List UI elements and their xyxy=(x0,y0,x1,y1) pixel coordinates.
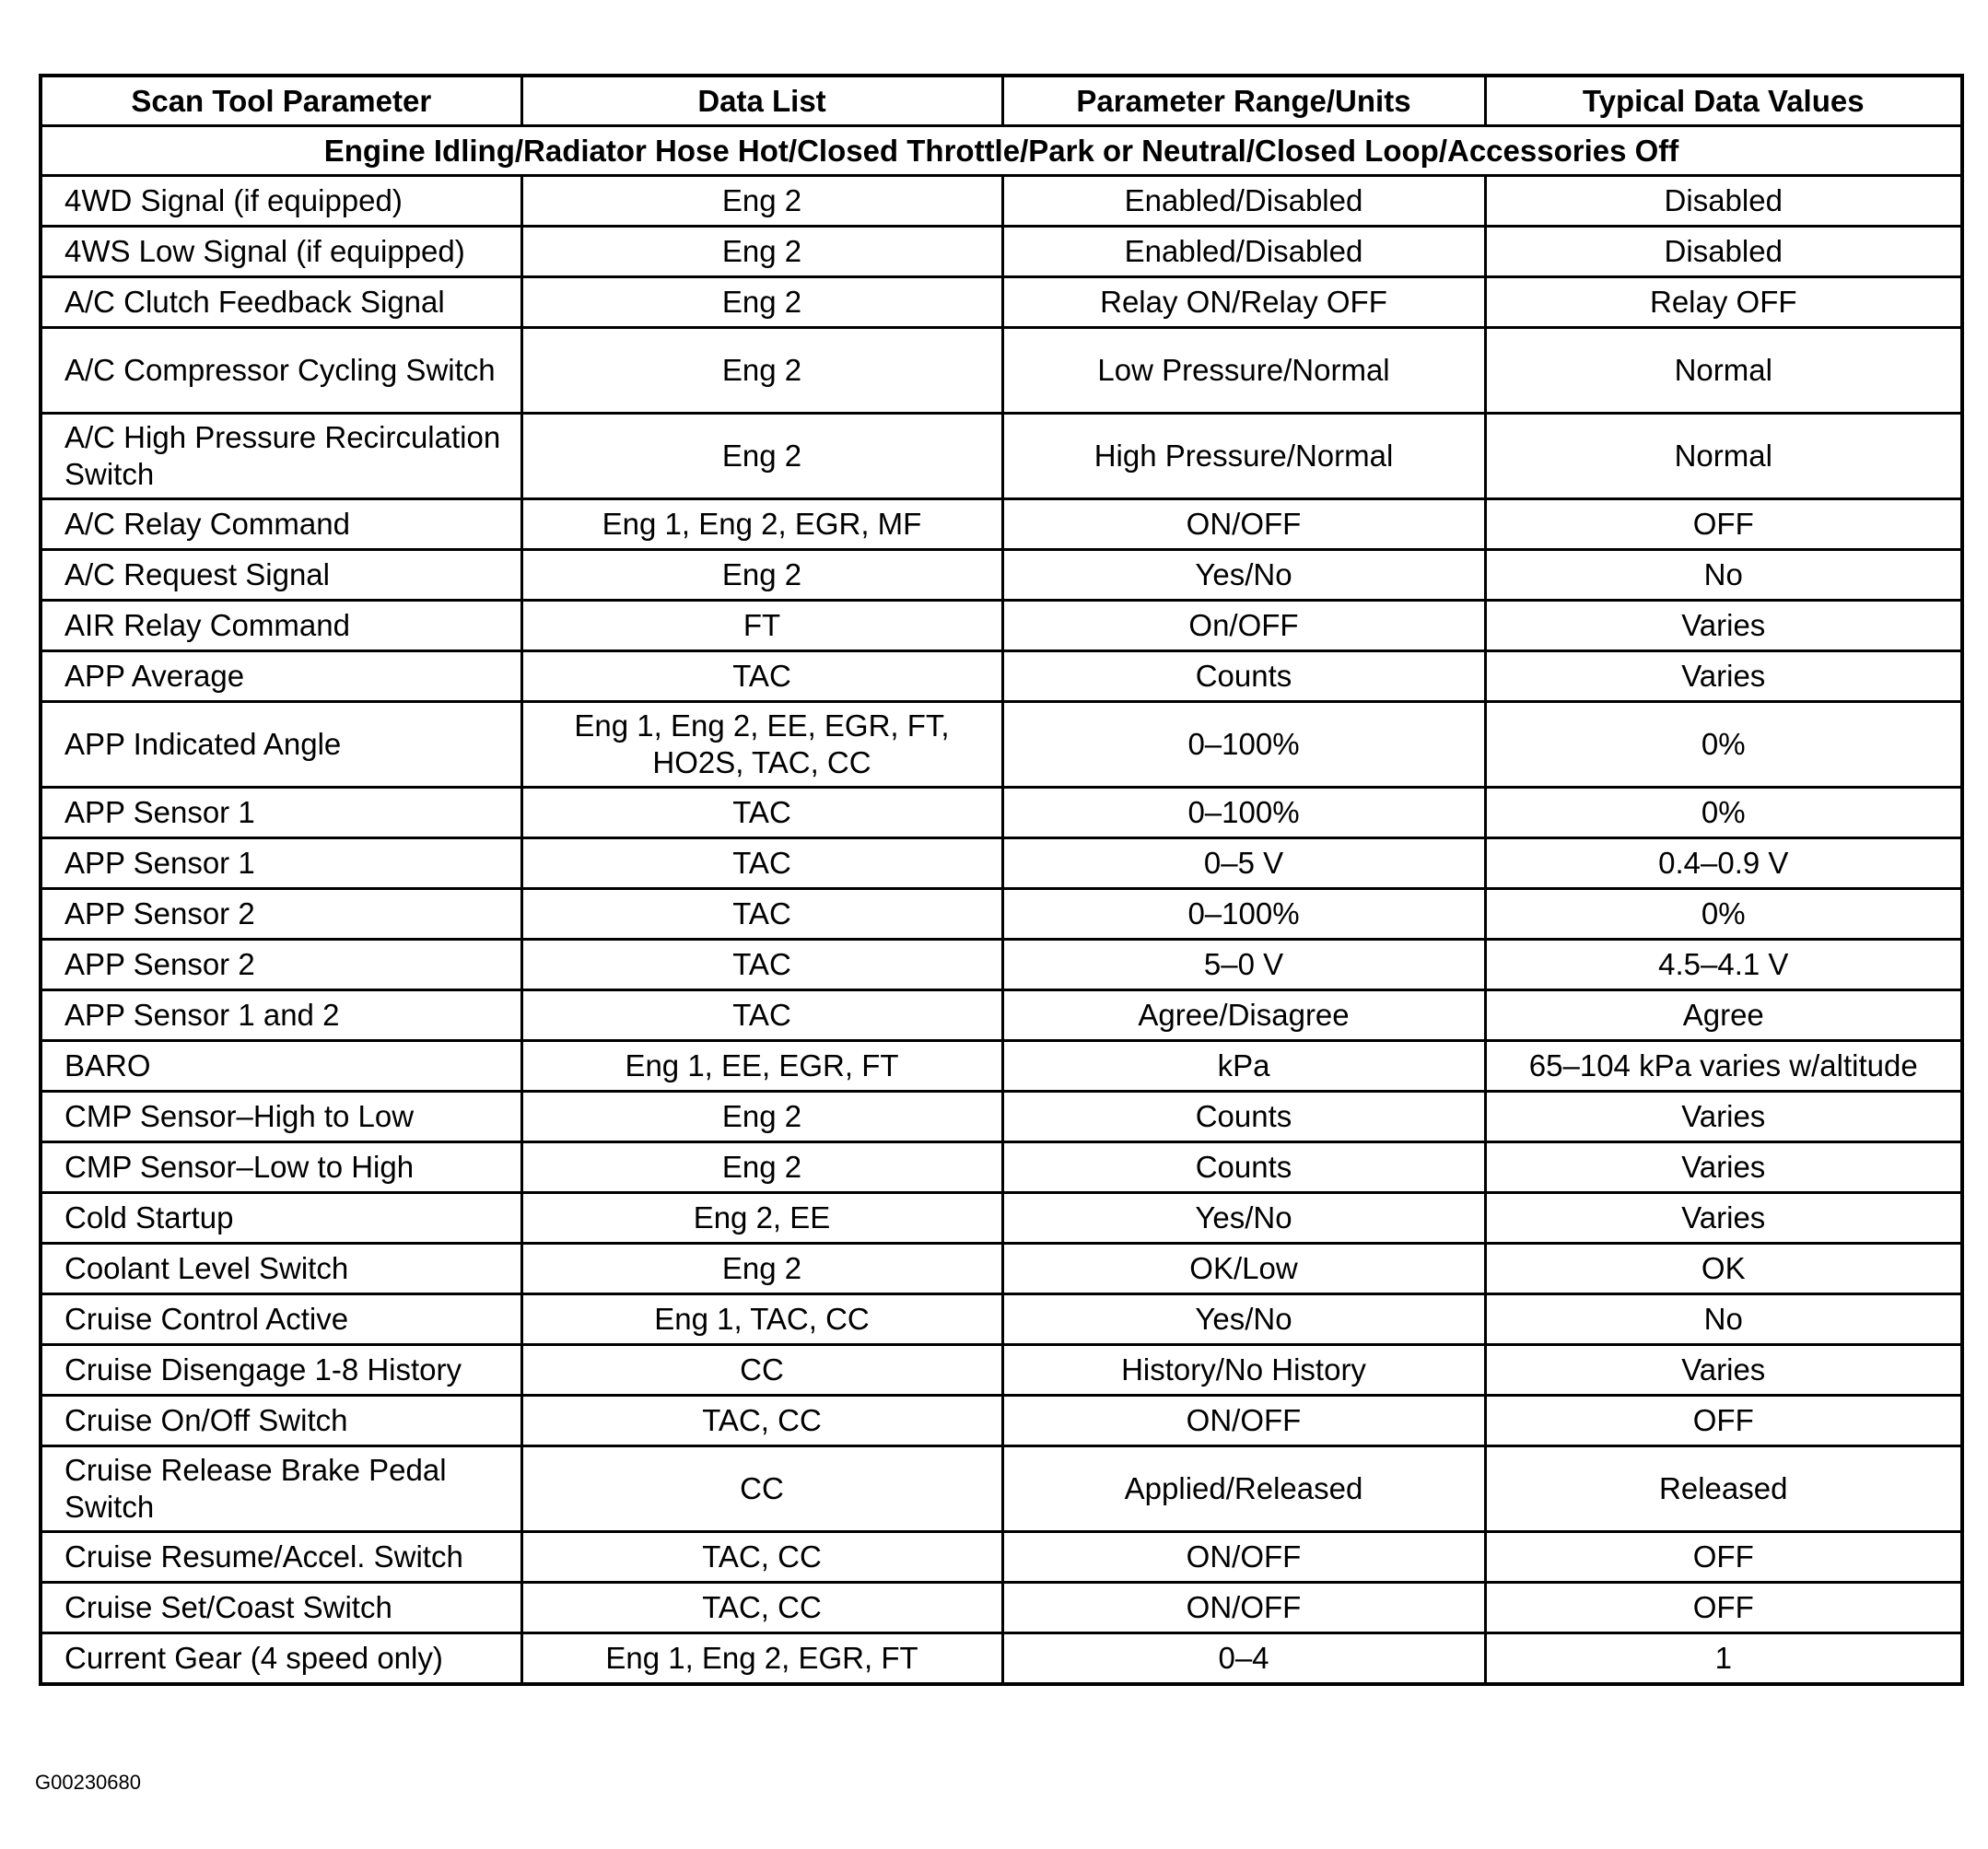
cell-parameter: Cruise Release Brake Pedal Switch xyxy=(41,1446,521,1532)
cell-data-list: Eng 2 xyxy=(521,1244,1002,1294)
cell-data-list: Eng 2, EE xyxy=(521,1193,1002,1244)
table-row xyxy=(41,1345,1962,1396)
cell-data-list: TAC, CC xyxy=(521,1532,1002,1583)
cell-typical: 1 xyxy=(1485,1633,1962,1685)
cell-data-list: Eng 1, Eng 2, EE, EGR, FT, HO2S, TAC, CC xyxy=(521,702,1002,788)
cell-data-list: Eng 1, Eng 2, EGR, FT xyxy=(521,1633,1002,1685)
cell-typical: OFF xyxy=(1485,1396,1962,1446)
condition-row xyxy=(41,126,1962,176)
table-row xyxy=(41,499,1962,550)
figure-id: G00230680 xyxy=(35,1771,141,1794)
cell-range: ON/OFF xyxy=(1002,1583,1485,1633)
table-row xyxy=(41,940,1962,990)
table-row xyxy=(41,1583,1962,1633)
cell-parameter: Cold Startup xyxy=(41,1193,521,1244)
cell-parameter: APP Sensor 1 xyxy=(41,838,521,889)
cell-range: High Pressure/Normal xyxy=(1002,414,1485,499)
cell-data-list: Eng 2 xyxy=(521,277,1002,328)
table-row xyxy=(41,176,1962,227)
cell-data-list: Eng 2 xyxy=(521,328,1002,414)
cell-range: Low Pressure/Normal xyxy=(1002,328,1485,414)
cell-typical: Varies xyxy=(1485,1193,1962,1244)
table-row xyxy=(41,227,1962,277)
cell-data-list: Eng 2 xyxy=(521,227,1002,277)
cell-range: 0–5 V xyxy=(1002,838,1485,889)
table-row xyxy=(41,1041,1962,1092)
cell-range: Enabled/Disabled xyxy=(1002,176,1485,227)
cell-data-list: Eng 1, Eng 2, EGR, MF xyxy=(521,499,1002,550)
cell-range: 0–100% xyxy=(1002,788,1485,838)
cell-data-list: TAC xyxy=(521,788,1002,838)
cell-parameter: 4WD Signal (if equipped) xyxy=(41,176,521,227)
table-row xyxy=(41,328,1962,414)
cell-range: ON/OFF xyxy=(1002,1396,1485,1446)
cell-data-list: Eng 1, TAC, CC xyxy=(521,1294,1002,1345)
cell-data-list: Eng 2 xyxy=(521,176,1002,227)
cell-parameter: APP Sensor 2 xyxy=(41,889,521,940)
cell-typical: No xyxy=(1485,1294,1962,1345)
cell-parameter: Cruise Disengage 1-8 History xyxy=(41,1345,521,1396)
cell-parameter: A/C Request Signal xyxy=(41,550,521,601)
cell-typical: Relay OFF xyxy=(1485,277,1962,328)
table-row xyxy=(41,1446,1962,1532)
cell-parameter: A/C Compressor Cycling Switch xyxy=(41,328,521,414)
cell-typical: Varies xyxy=(1485,1345,1962,1396)
cell-range: Applied/Released xyxy=(1002,1446,1485,1532)
cell-data-list: FT xyxy=(521,601,1002,651)
cell-range: Counts xyxy=(1002,1092,1485,1142)
cell-parameter: APP Sensor 2 xyxy=(41,940,521,990)
cell-range: Relay ON/Relay OFF xyxy=(1002,277,1485,328)
table-row xyxy=(41,651,1962,702)
cell-parameter: CMP Sensor–Low to High xyxy=(41,1142,521,1193)
cell-typical: 0% xyxy=(1485,889,1962,940)
cell-range: ON/OFF xyxy=(1002,499,1485,550)
cell-range: kPa xyxy=(1002,1041,1485,1092)
cell-data-list: Eng 2 xyxy=(521,1092,1002,1142)
table-row xyxy=(41,414,1962,499)
cell-typical: 65–104 kPa varies w/altitude xyxy=(1485,1041,1962,1092)
table-row xyxy=(41,990,1962,1041)
scan-tool-data-table xyxy=(39,74,1964,1686)
table-row xyxy=(41,1396,1962,1446)
cell-data-list: TAC xyxy=(521,990,1002,1041)
cell-parameter: APP Sensor 1 and 2 xyxy=(41,990,521,1041)
cell-parameter: A/C High Pressure Recirculation Switch xyxy=(41,414,521,499)
header-scan-tool-parameter: Scan Tool Parameter xyxy=(41,76,521,126)
cell-typical: OFF xyxy=(1485,1532,1962,1583)
header-row xyxy=(41,76,1962,126)
cell-parameter: A/C Relay Command xyxy=(41,499,521,550)
cell-parameter: APP Sensor 1 xyxy=(41,788,521,838)
test-condition: Engine Idling/Radiator Hose Hot/Closed Throttle/Park or Neutral/Closed Loop/Accessories Off xyxy=(41,126,1962,176)
header-data-list: Data List xyxy=(521,76,1002,126)
cell-typical: Varies xyxy=(1485,1092,1962,1142)
cell-typical: 0% xyxy=(1485,702,1962,788)
cell-range: History/No History xyxy=(1002,1345,1485,1396)
cell-data-list: TAC xyxy=(521,889,1002,940)
table-row xyxy=(41,1294,1962,1345)
cell-data-list: CC xyxy=(521,1345,1002,1396)
cell-parameter: Coolant Level Switch xyxy=(41,1244,521,1294)
table-row xyxy=(41,889,1962,940)
cell-data-list: TAC xyxy=(521,838,1002,889)
cell-parameter: Cruise Control Active xyxy=(41,1294,521,1345)
cell-data-list: TAC xyxy=(521,651,1002,702)
cell-parameter: CMP Sensor–High to Low xyxy=(41,1092,521,1142)
cell-range: Yes/No xyxy=(1002,1193,1485,1244)
cell-parameter: 4WS Low Signal (if equipped) xyxy=(41,227,521,277)
cell-parameter: Cruise Set/Coast Switch xyxy=(41,1583,521,1633)
cell-data-list: CC xyxy=(521,1446,1002,1532)
cell-typical: 0% xyxy=(1485,788,1962,838)
cell-typical: 4.5–4.1 V xyxy=(1485,940,1962,990)
header-parameter-range-units: Parameter Range/Units xyxy=(1002,76,1485,126)
cell-range: Enabled/Disabled xyxy=(1002,227,1485,277)
cell-parameter: APP Average xyxy=(41,651,521,702)
table-row xyxy=(41,1532,1962,1583)
cell-typical: Normal xyxy=(1485,414,1962,499)
table-row xyxy=(41,601,1962,651)
cell-range: 0–4 xyxy=(1002,1633,1485,1685)
cell-range: 5–0 V xyxy=(1002,940,1485,990)
cell-data-list: TAC, CC xyxy=(521,1583,1002,1633)
cell-typical: Disabled xyxy=(1485,176,1962,227)
cell-range: 0–100% xyxy=(1002,889,1485,940)
cell-parameter: AIR Relay Command xyxy=(41,601,521,651)
cell-range: Yes/No xyxy=(1002,1294,1485,1345)
table-row xyxy=(41,1633,1962,1685)
cell-range: Counts xyxy=(1002,651,1485,702)
header-typical-data-values: Typical Data Values xyxy=(1485,76,1962,126)
cell-data-list: Eng 2 xyxy=(521,414,1002,499)
cell-data-list: Eng 2 xyxy=(521,1142,1002,1193)
cell-range: Counts xyxy=(1002,1142,1485,1193)
table-row xyxy=(41,1244,1962,1294)
cell-data-list: Eng 1, EE, EGR, FT xyxy=(521,1041,1002,1092)
cell-typical: OFF xyxy=(1485,499,1962,550)
table-row xyxy=(41,1142,1962,1193)
cell-typical: 0.4–0.9 V xyxy=(1485,838,1962,889)
table-row xyxy=(41,1092,1962,1142)
cell-parameter: Cruise Resume/Accel. Switch xyxy=(41,1532,521,1583)
cell-range: 0–100% xyxy=(1002,702,1485,788)
cell-range: Agree/Disagree xyxy=(1002,990,1485,1041)
cell-typical: Agree xyxy=(1485,990,1962,1041)
cell-typical: OFF xyxy=(1485,1583,1962,1633)
cell-data-list: Eng 2 xyxy=(521,550,1002,601)
table-row xyxy=(41,277,1962,328)
cell-parameter: Current Gear (4 speed only) xyxy=(41,1633,521,1685)
cell-parameter: Cruise On/Off Switch xyxy=(41,1396,521,1446)
cell-range: Yes/No xyxy=(1002,550,1485,601)
cell-typical: OK xyxy=(1485,1244,1962,1294)
cell-typical: Varies xyxy=(1485,1142,1962,1193)
cell-data-list: TAC, CC xyxy=(521,1396,1002,1446)
cell-range: OK/Low xyxy=(1002,1244,1485,1294)
cell-data-list: TAC xyxy=(521,940,1002,990)
cell-typical: Normal xyxy=(1485,328,1962,414)
cell-typical: Varies xyxy=(1485,651,1962,702)
cell-typical: No xyxy=(1485,550,1962,601)
cell-range: ON/OFF xyxy=(1002,1532,1485,1583)
table-row xyxy=(41,702,1962,788)
cell-typical: Varies xyxy=(1485,601,1962,651)
cell-typical: Disabled xyxy=(1485,227,1962,277)
table-row xyxy=(41,838,1962,889)
table-row xyxy=(41,1193,1962,1244)
cell-parameter: A/C Clutch Feedback Signal xyxy=(41,277,521,328)
cell-typical: Released xyxy=(1485,1446,1962,1532)
cell-range: On/OFF xyxy=(1002,601,1485,651)
cell-parameter: APP Indicated Angle xyxy=(41,702,521,788)
table-row xyxy=(41,788,1962,838)
table-row xyxy=(41,550,1962,601)
cell-parameter: BARO xyxy=(41,1041,521,1092)
